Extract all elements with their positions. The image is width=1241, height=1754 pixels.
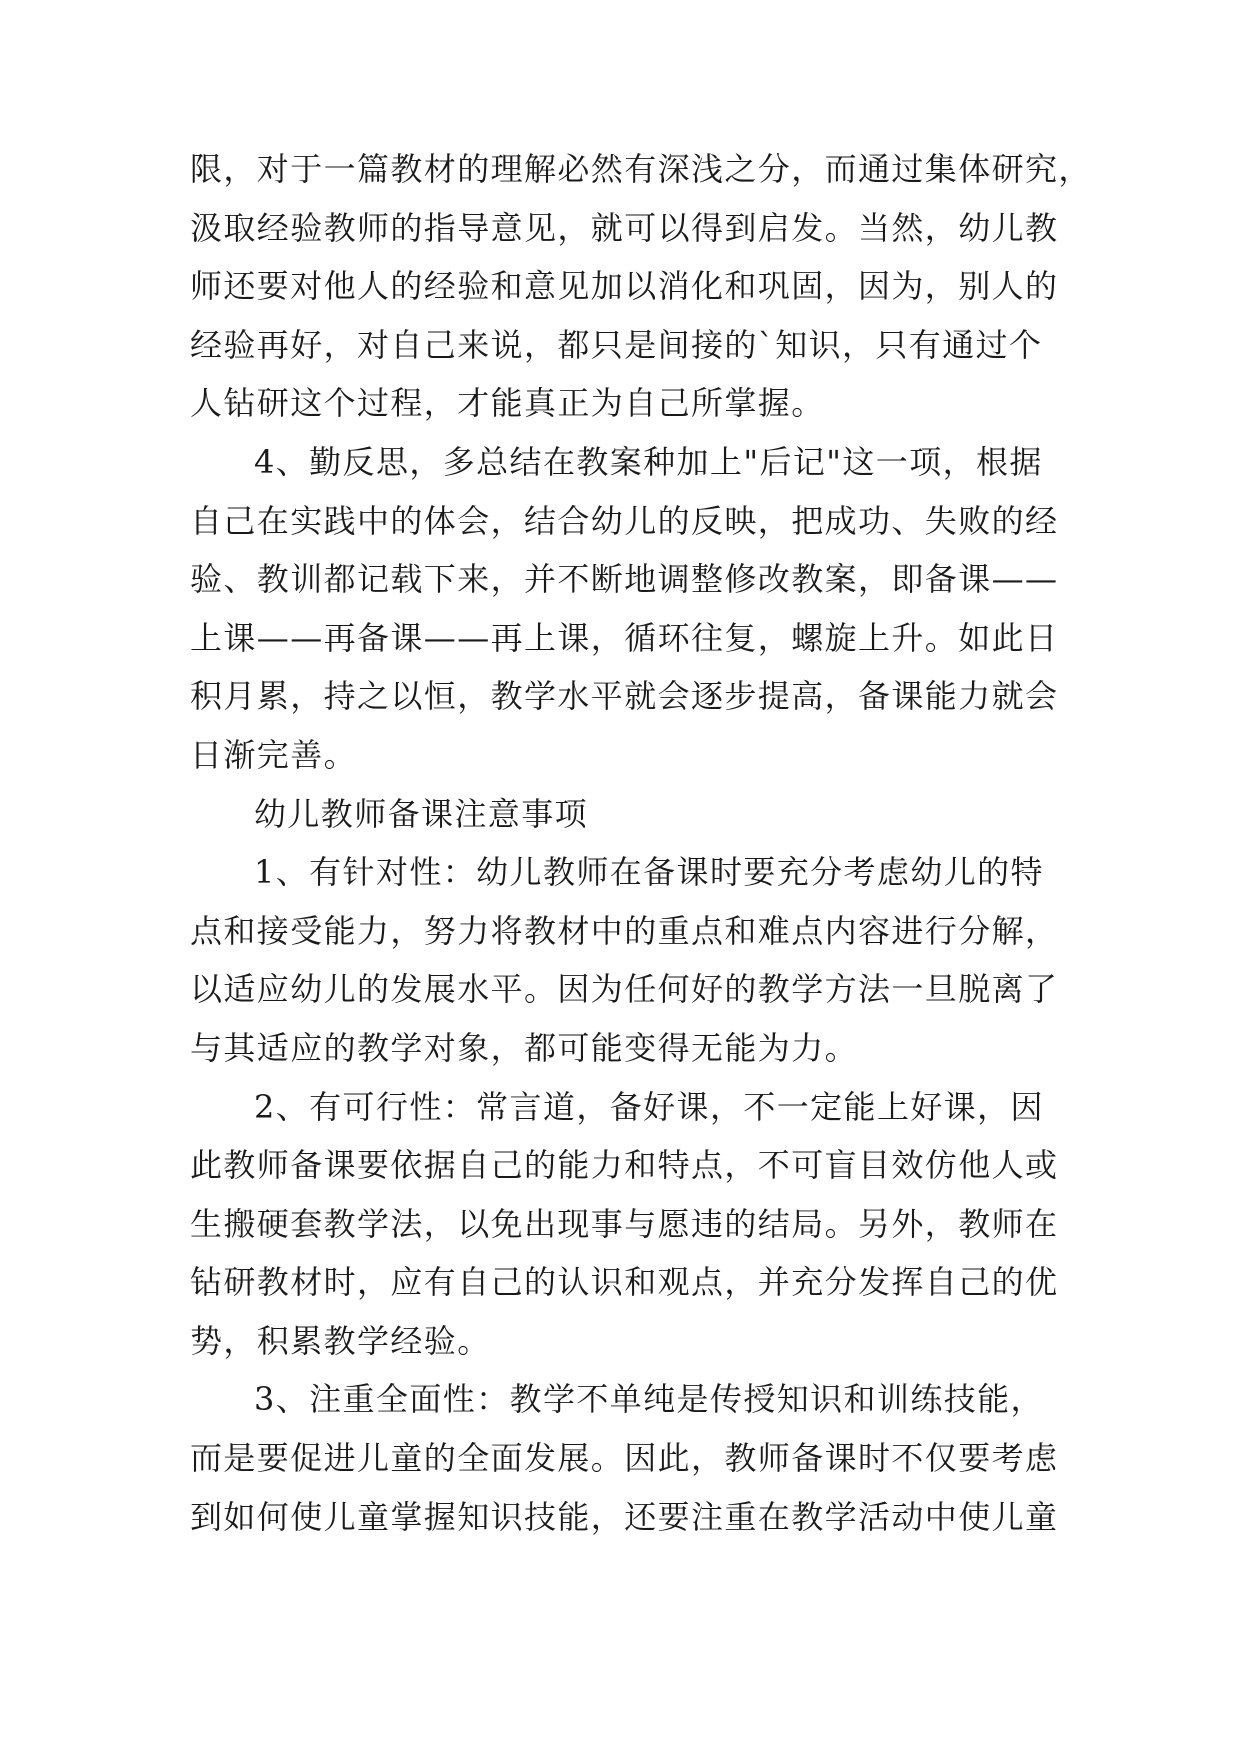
text-line: 经验再好，对自己来说，都只是间接的`知识，只有通过个	[190, 325, 1043, 364]
text-line: 师还要对他人的经验和意见加以消化和巩固，因为，别人的	[190, 267, 1059, 306]
text-line: 而是要促进儿童的全面发展。因此，教师备课时不仅要考虑	[190, 1439, 1059, 1478]
text-line: 与其适应的教学对象，都可能变得无能为力。	[190, 1028, 859, 1067]
text-line: 4、勤反思，多总结在教案种加上"后记"这一项，根据	[254, 442, 1043, 481]
text-line: 人钻研这个过程，才能真正为自己所掌握。	[190, 384, 825, 423]
text-line: 3、注重全面性：教学不单纯是传授知识和训练技能，	[254, 1380, 1044, 1419]
text-line: 势，积累教学经验。	[190, 1321, 491, 1360]
text-line: 生搬硬套教学法，以免出现事与愿违的结局。另外，教师在	[190, 1204, 1059, 1243]
text-line: 钻研教材时，应有自己的认识和观点，并充分发挥自己的优	[190, 1263, 1059, 1302]
section-heading: 幼儿教师备课注意事项	[254, 794, 589, 833]
text-line: 到如何使儿童掌握知识技能，还要注重在教学活动中使儿童	[190, 1497, 1059, 1536]
document-body	[190, 140, 1092, 1546]
text-line: 验、教训都记载下来，并不断地调整修改教案，即备课——	[190, 560, 1059, 599]
text-line: 以适应幼儿的发展水平。因为任何好的教学方法一旦脱离了	[190, 970, 1059, 1009]
text-line: 上课——再备课——再上课，循环往复，螺旋上升。如此日	[190, 618, 1059, 657]
text-line: 汲取经验教师的指导意见，就可以得到启发。当然，幼儿教	[190, 208, 1059, 247]
text-line: 2、有可行性：常言道，备好课，不一定能上好课，因	[254, 1087, 1044, 1126]
text-line: 积月累，持之以恒，教学水平就会逐步提高，备课能力就会	[190, 677, 1059, 716]
text-line: 限，对于一篇教材的理解必然有深浅之分，而通过集体研究，	[190, 150, 1092, 188]
text-line: 自己在实践中的体会，结合幼儿的反映，把成功、失败的经	[190, 501, 1059, 540]
text-line: 点和接受能力，努力将教材中的重点和难点内容进行分解，	[190, 911, 1059, 950]
text-line: 日渐完善。	[190, 735, 358, 774]
text-line: 1、有针对性：幼儿教师在备课时要充分考虑幼儿的特	[254, 853, 1044, 892]
text-line: 此教师备课要依据自己的能力和特点，不可盲目效仿他人或	[190, 1146, 1059, 1185]
